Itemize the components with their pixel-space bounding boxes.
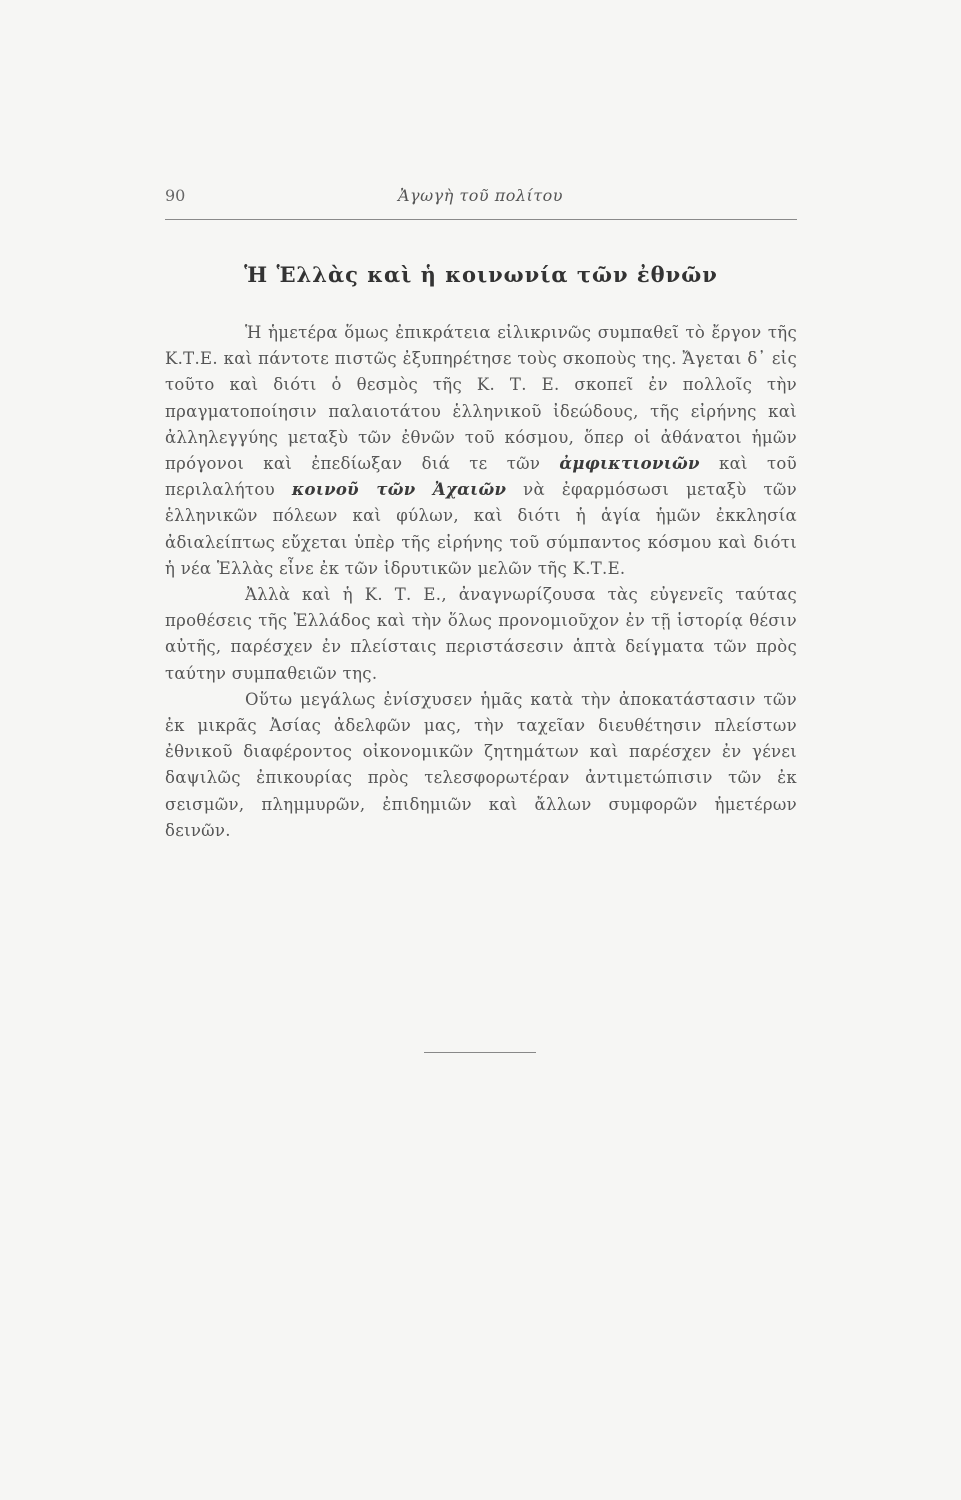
header-rule	[165, 219, 797, 220]
section-heading: Ἡ Ἑλλὰς καὶ ἡ κοινωνία τῶν ἐθνῶν	[244, 262, 718, 287]
paragraph-1-part-e: νὰ ἐφαρμόσωσι μεταξὺ τῶν ἑλληνικῶν πόλεων καὶ φύλων, καὶ διότι ἡ ἁγία ἡμῶν ἐκκλησία ἀδιαλείπτως εὔχεται ὑπὲρ τῆς εἰρήνης τοῦ σύμπαντος κόσμου καὶ διότι ἡ νέα Ἑλλὰς εἶνε ἐκ τῶν ἱδρυτικῶν μελῶν τῆς Κ.Τ.Ε.	[165, 480, 798, 578]
end-rule	[424, 1052, 536, 1053]
emphasis-achaean-league: κοινοῦ τῶν Ἀχαιῶν	[291, 480, 507, 500]
paragraph-1	[165, 320, 797, 582]
emphasis-amphictyonies: ἀμφικτιονιῶν	[559, 454, 700, 474]
page-number: 90	[165, 186, 186, 205]
paragraph-1-part-a: Ἡ ἡμετέρα ὅμως ἐπικράτεια εἰλικρινῶς συμπαθεῖ τὸ ἔργον τῆς Κ.Τ.Ε. καὶ πάντοτε πιστῶς ἐξυπηρέτησε τοὺς σκοποὺς της. Ἄγεται δ᾽ εἰς τοῦτο καὶ διότι ὁ θεσμὸς τῆς Κ. Τ. Ε. σκοπεῖ ἐν πολλοῖς τὴν πραγματοποίησιν παλαιοτάτου ἑλληνικοῦ ἰδεώδους, τῆς εἰρήνης καὶ ἀλληλεγγύης μεταξὺ τῶν ἐθνῶν τοῦ κόσμου, ὅπερ οἱ ἀθάνατοι ἡμῶν πρόγονοι καὶ ἐπεδίωξαν διά τε τῶν	[165, 323, 797, 474]
paragraph-3: Οὕτω μεγάλως ἐνίσχυσεν ἡμᾶς κατὰ τὴν ἀποκατάστασιν τῶν ἐκ μικρᾶς Ἀσίας ἀδελφῶν μας, τὴν ταχεῖαν διευθέτησιν πλείστων ἐθνικοῦ διαφέροντος οἰκονομικῶν ζητημάτων καὶ παρέσχεν ἐν γένει δαψιλῶς ἐπικουρίας πρὸς τελεσφορωτέραν ἀντιμετώπισιν τῶν ἐκ σεισμῶν, πλημμυρῶν, ἐπιδημιῶν καὶ ἄλλων συμφορῶν ἡμετέρων δεινῶν.	[165, 689, 797, 840]
paragraph-1-part-c: καὶ τοῦ περιλαλήτου	[165, 454, 797, 500]
body-text	[165, 320, 797, 844]
running-title: Ἀγωγὴ τοῦ πολίτου	[398, 186, 563, 205]
paragraph-2: Ἀλλὰ καὶ ἡ Κ. Τ. Ε., ἀναγνωρίζουσα τὰς εὐγενεῖς ταύτας προθέσεις τῆς Ἑλλάδος καὶ τὴν ὅλως προνομιοῦχον ἐν τῇ ἱστορίᾳ θέσιν αὐτῆς, παρέσχεν ἐν πλείσταις περιστάσεσιν ἁπτὰ δείγματα τῶν πρὸς ταύτην συμπαθειῶν της.	[165, 585, 797, 683]
